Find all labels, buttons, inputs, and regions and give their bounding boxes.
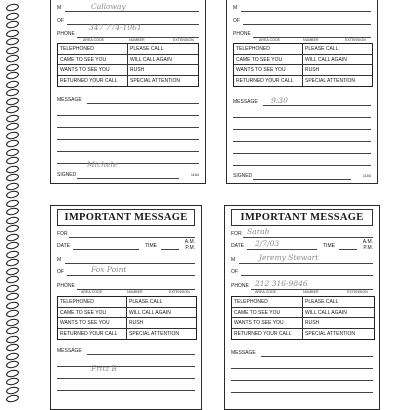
phone-handwriting: 212 316-9846	[255, 279, 308, 288]
pm-label: P.M.	[185, 245, 195, 251]
spiral-coil	[5, 113, 19, 123]
spiral-coil	[5, 139, 19, 149]
spiral-coil	[5, 37, 19, 47]
am-label: A.M.	[362, 239, 373, 245]
spiral-coil	[5, 3, 19, 13]
spiral-coil	[5, 122, 19, 132]
telephoned-box[interactable]: TELEPHONED	[232, 297, 303, 308]
number-label: NUMBER	[303, 38, 319, 42]
area-code-label: AREA CODE	[255, 290, 276, 294]
phone-label: PHONE	[231, 283, 249, 289]
message-label: MESSAGE	[233, 99, 258, 105]
spiral-coil	[5, 62, 19, 72]
spiral-coil	[5, 105, 19, 115]
checkbox-grid	[233, 43, 373, 87]
extension-label: EXTENSION	[347, 290, 368, 294]
message-label: MESSAGE	[57, 348, 82, 354]
will-call-again-box[interactable]: WILL CALL AGAIN	[303, 55, 372, 66]
spiral-coil	[5, 266, 19, 276]
rush-box[interactable]: RUSH	[303, 65, 372, 76]
spiral-coil	[5, 241, 19, 251]
form-code: 1184	[190, 173, 199, 177]
m-label: M	[57, 5, 62, 11]
spiral-coil	[5, 283, 19, 293]
came-to-see-you-box[interactable]: CAME TO SEE YOU	[232, 308, 303, 319]
spiral-coil	[5, 45, 19, 55]
m-handwriting: Jeremy Stewart	[259, 253, 319, 262]
of-label: OF	[57, 269, 64, 275]
for-label: FOR	[231, 231, 242, 237]
area-code-label: AREA CODE	[83, 38, 104, 42]
number-label: NUMBER	[129, 38, 145, 42]
spiral-coil	[5, 224, 19, 234]
came-to-see-you-box[interactable]: CAME TO SEE YOU	[58, 308, 127, 319]
telephoned-box[interactable]: TELEPHONED	[58, 297, 127, 308]
spiral-coil	[5, 385, 19, 395]
number-label: NUMBER	[303, 290, 319, 294]
phone-label: PHONE	[57, 283, 75, 289]
spiral-coil	[5, 317, 19, 327]
memo-title: IMPORTANT MESSAGE	[57, 209, 195, 226]
time-label: TIME	[323, 243, 335, 249]
wants-to-see-you-box[interactable]: WANTS TO SEE YOU	[58, 65, 128, 76]
spiral-coil	[5, 88, 19, 98]
please-call-box[interactable]: PLEASE CALL	[303, 44, 372, 55]
date-handwriting: 2/7/03	[255, 239, 280, 248]
please-call-box[interactable]: PLEASE CALL	[127, 297, 196, 308]
spiral-coil	[5, 351, 19, 361]
spiral-coil	[5, 207, 19, 217]
returned-your-call-box[interactable]: RETURNED YOUR CALL	[58, 329, 127, 340]
wants-to-see-you-box[interactable]: WANTS TO SEE YOU	[234, 65, 303, 76]
rush-box[interactable]: RUSH	[127, 318, 196, 329]
spiral-coil	[5, 258, 19, 268]
came-to-see-you-box[interactable]: CAME TO SEE YOU	[58, 55, 128, 66]
spiral-binding	[0, 0, 22, 400]
special-attention-box[interactable]: SPECIAL ATTENTION	[305, 330, 356, 337]
spiral-coil	[5, 54, 19, 64]
of-label: OF	[231, 269, 238, 275]
spiral-coil	[5, 368, 19, 378]
telephoned-box[interactable]: TELEPHONED	[58, 44, 128, 55]
telephoned-box[interactable]: TELEPHONED	[234, 44, 303, 55]
spiral-coil	[5, 300, 19, 310]
spiral-coil	[5, 275, 19, 285]
message-handwriting: 9:30	[271, 96, 288, 105]
extension-label: EXTENSION	[169, 290, 190, 294]
message-memo-3	[50, 205, 202, 410]
rush-box[interactable]: RUSH	[128, 65, 198, 76]
am-label: A.M.	[184, 239, 195, 245]
will-call-again-box[interactable]: WILL CALL AGAIN	[128, 55, 198, 66]
for-handwriting: Sarah	[247, 227, 270, 236]
special-attention-box[interactable]: SPECIAL ATTENTION	[305, 77, 356, 84]
checkbox-grid	[57, 43, 199, 87]
spiral-coil	[5, 215, 19, 225]
of-label: OF	[57, 18, 64, 24]
phone-label: PHONE	[233, 31, 251, 37]
spiral-coil	[5, 190, 19, 200]
will-call-again-box[interactable]: WILL CALL AGAIN	[127, 308, 196, 319]
number-label: NUMBER	[127, 290, 143, 294]
spiral-coil	[5, 394, 19, 404]
phone-label: PHONE	[57, 31, 75, 37]
rush-box[interactable]: RUSH	[303, 318, 374, 329]
spiral-coil	[5, 96, 19, 106]
please-call-box[interactable]: PLEASE CALL	[128, 44, 198, 55]
spiral-coil	[5, 28, 19, 38]
spiral-coil	[5, 79, 19, 89]
please-call-box[interactable]: PLEASE CALL	[303, 297, 374, 308]
m-label: M	[233, 5, 238, 11]
message-memo-4	[224, 205, 380, 410]
message-label: MESSAGE	[231, 350, 256, 356]
spiral-coil	[5, 292, 19, 302]
m-handwriting: Calloway	[91, 2, 126, 11]
message-label: MESSAGE	[57, 97, 82, 103]
m-label: M	[231, 257, 236, 263]
spiral-coil	[5, 326, 19, 336]
pm-label: P.M.	[363, 245, 373, 251]
message-memo-2	[226, 0, 378, 184]
message-handwriting: Fritz B	[91, 364, 118, 373]
m-label: M	[57, 257, 62, 263]
spiral-coil	[5, 334, 19, 344]
date-label: DATE	[57, 243, 70, 249]
returned-your-call-box[interactable]: RETURNED YOUR CALL	[58, 76, 128, 87]
message-memo-1	[50, 0, 206, 184]
came-to-see-you-box[interactable]: CAME TO SEE YOU	[234, 55, 303, 66]
spiral-coil	[5, 71, 19, 81]
spiral-coil	[5, 164, 19, 174]
special-attention-box[interactable]: SPECIAL ATTENTION	[130, 77, 181, 84]
spiral-coil	[5, 249, 19, 259]
checkbox-grid	[57, 296, 197, 340]
phone-handwriting: 347 774-1061	[89, 23, 142, 32]
spiral-coil	[5, 377, 19, 387]
spiral-coil	[5, 232, 19, 242]
checkbox-grid	[231, 296, 375, 340]
of-handwriting: Fox Point	[91, 265, 127, 274]
special-attention-box[interactable]: SPECIAL ATTENTION	[129, 330, 180, 337]
memo-title: IMPORTANT MESSAGE	[231, 209, 373, 226]
returned-your-call-box[interactable]: RETURNED YOUR CALL	[234, 76, 303, 87]
signed-label: SIGNED	[233, 173, 253, 179]
returned-your-call-box[interactable]: RETURNED YOUR CALL	[232, 329, 303, 340]
area-code-label: AREA CODE	[81, 290, 102, 294]
spiral-coil	[5, 147, 19, 157]
spiral-coil	[5, 343, 19, 353]
will-call-again-box[interactable]: WILL CALL AGAIN	[303, 308, 374, 319]
wants-to-see-you-box[interactable]: WANTS TO SEE YOU	[58, 318, 127, 329]
spiral-coil	[5, 173, 19, 183]
time-label: TIME	[145, 243, 157, 249]
spiral-coil	[5, 309, 19, 319]
form-code: 1184	[362, 174, 371, 178]
for-label: FOR	[57, 231, 68, 237]
spiral-coil	[5, 156, 19, 166]
signed-handwriting: Michele	[87, 160, 118, 169]
extension-label: EXTENSION	[345, 38, 366, 42]
spiral-coil	[5, 181, 19, 191]
area-code-label: AREA CODE	[259, 38, 280, 42]
spiral-coil	[5, 130, 19, 140]
extension-label: EXTENSION	[173, 38, 194, 42]
spiral-coil	[5, 11, 19, 21]
spiral-coil	[5, 360, 19, 370]
signed-label: SIGNED	[57, 172, 77, 178]
spiral-coil	[5, 20, 19, 30]
spiral-coil	[5, 198, 19, 208]
wants-to-see-you-box[interactable]: WANTS TO SEE YOU	[232, 318, 303, 329]
of-label: OF	[233, 18, 240, 24]
date-label: DATE	[231, 243, 244, 249]
